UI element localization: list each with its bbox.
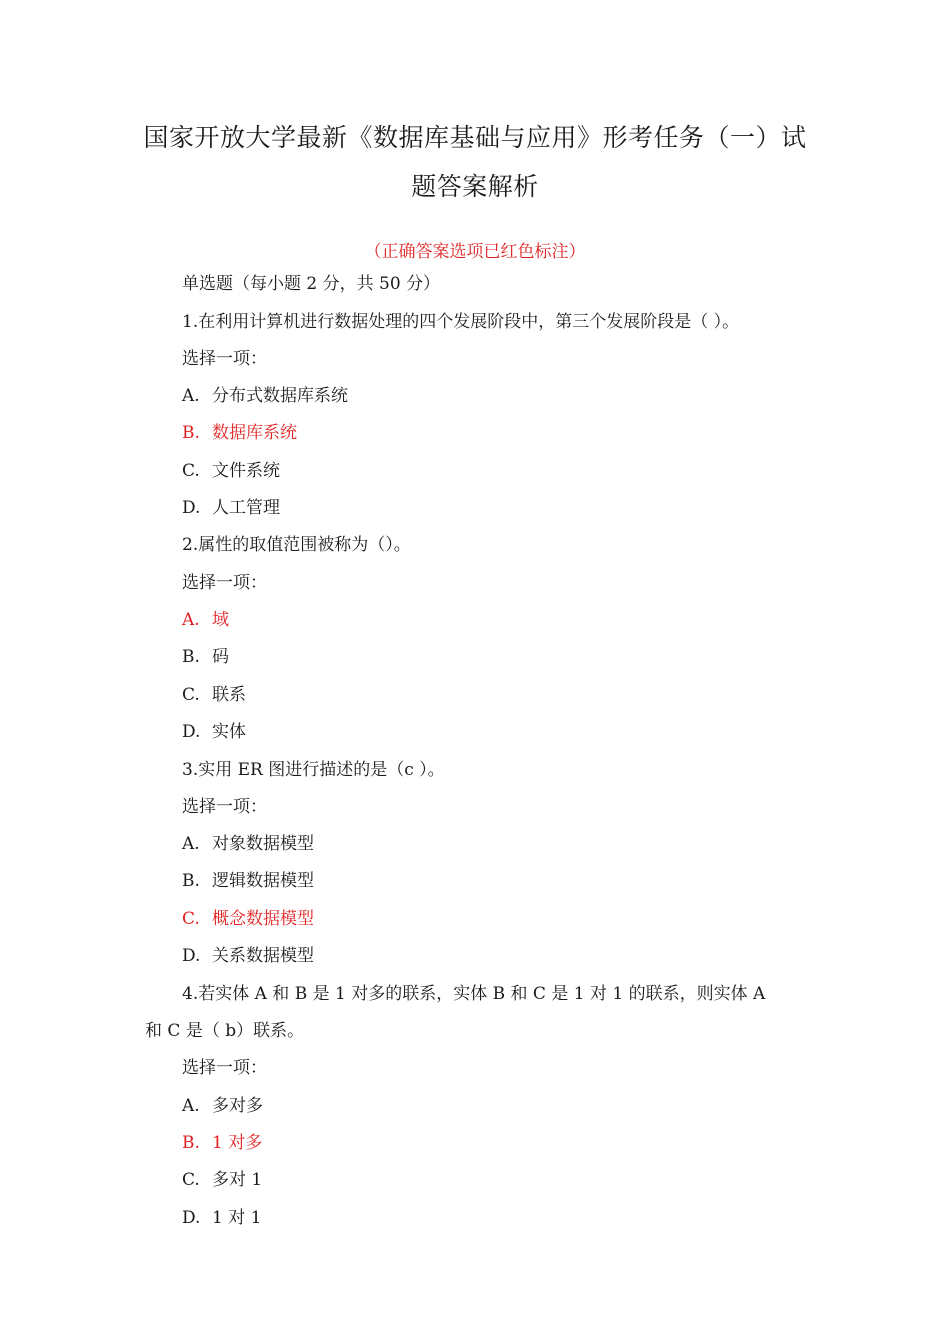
option-letter: B. (182, 423, 200, 443)
option-text: 关系数据模型 (212, 946, 314, 966)
option-letter: C. (182, 685, 200, 705)
question-1-option-b-correct (182, 418, 297, 443)
question-3-option-b (182, 866, 314, 891)
option-text: 联系 (212, 685, 246, 705)
option-text: 分布式数据库系统 (212, 386, 348, 406)
question-2-choose-label: 选择一项： (182, 573, 267, 593)
option-text: 逻辑数据模型 (212, 871, 314, 891)
option-letter: D. (182, 498, 201, 518)
option-text: 域 (212, 610, 229, 630)
question-1-option-c (182, 456, 280, 481)
option-letter: B. (182, 1133, 200, 1153)
section-heading: 单选题（每小题 2 分，共 50 分） (182, 274, 441, 294)
option-text: 1 对 1 (212, 1208, 262, 1228)
document-title-line-1: 国家开放大学最新《数据库基础与应用》形考任务（一）试 (143, 123, 807, 152)
question-4-option-d (182, 1203, 261, 1228)
option-text: 多对 1 (212, 1170, 263, 1190)
question-2-option-d (182, 717, 246, 742)
question-2-option-c (182, 680, 246, 705)
option-text: 数据库系统 (212, 423, 297, 443)
question-4-option-b-correct (182, 1128, 262, 1153)
option-text: 对象数据模型 (212, 834, 314, 854)
option-text: 概念数据模型 (212, 909, 314, 929)
question-3-choose-label: 选择一项： (182, 797, 267, 817)
option-letter: B. (182, 647, 200, 667)
option-text: 文件系统 (212, 461, 280, 481)
question-4-text: 4.若实体 A 和 B 是 1 对多的联系，实体 B 和 C 是 1 对 1 的联系，则实体 A (182, 984, 766, 1004)
option-text: 多对多 (212, 1096, 263, 1116)
question-1-text: 1.在利用计算机进行数据处理的四个发展阶段中，第三个发展阶段是（ ）。 (182, 312, 740, 332)
question-3-option-d (182, 941, 314, 966)
question-3-text: 3.实用 ER 图进行描述的是（c ）。 (182, 760, 445, 780)
question-3-option-a (182, 829, 314, 854)
option-letter: D. (182, 722, 201, 742)
document-title-line-2: 题答案解析 (411, 172, 539, 201)
option-text: 1 对多 (212, 1133, 263, 1153)
option-text: 实体 (212, 722, 246, 742)
option-text: 人工管理 (212, 498, 280, 518)
option-letter: D. (182, 946, 201, 966)
option-letter: B. (182, 871, 200, 891)
option-text: 码 (212, 647, 229, 667)
question-1-option-a (182, 381, 348, 406)
option-letter: C. (182, 461, 200, 481)
question-3-option-c-correct (182, 904, 314, 929)
question-2-option-b (182, 642, 229, 667)
option-letter: A. (182, 834, 200, 854)
answer-note: （正确答案选项已红色标注） (364, 242, 586, 262)
option-letter: A. (182, 1096, 200, 1116)
option-letter: D. (182, 1208, 201, 1228)
question-4-option-a (182, 1091, 263, 1116)
option-letter: C. (182, 909, 200, 929)
option-letter: C. (182, 1170, 200, 1190)
option-letter: A. (182, 386, 200, 406)
option-letter: A. (182, 610, 200, 630)
question-1-option-d (182, 493, 280, 518)
question-4-option-c (182, 1165, 262, 1190)
question-4-text-continued: 和 C 是（ b）联系。 (145, 1021, 305, 1041)
question-2-text: 2.属性的取值范围被称为（）。 (182, 535, 411, 555)
question-2-option-a-correct (182, 605, 229, 630)
question-1-choose-label: 选择一项： (182, 349, 267, 369)
question-4-choose-label: 选择一项： (182, 1058, 267, 1078)
